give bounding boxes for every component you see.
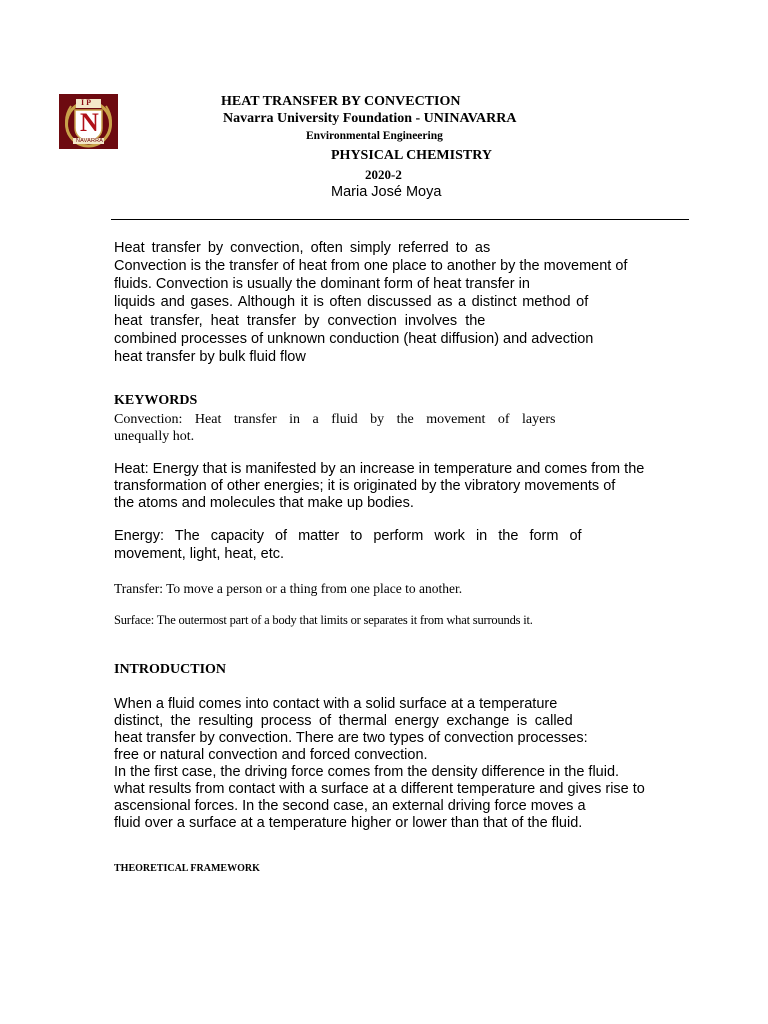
program-name: Environmental Engineering bbox=[306, 130, 443, 142]
logo-top-mark: I P bbox=[81, 98, 91, 107]
university-name: Navarra University Foundation - UNINAVARRA bbox=[223, 111, 517, 126]
keyword-line: the atoms and molecules that make up bodies. bbox=[114, 495, 414, 511]
keyword-surface: Surface: The outermost part of a body that limits or separates it from what surrounds it. bbox=[114, 613, 533, 627]
intro-line: heat transfer by convection. There are two types of convection processes: bbox=[114, 730, 588, 746]
theoretical-framework-heading: THEORETICAL FRAMEWORK bbox=[114, 863, 260, 874]
introduction-heading: INTRODUCTION bbox=[114, 662, 227, 677]
header-divider bbox=[111, 219, 689, 220]
keyword-line: Heat: Energy that is manifested by an increase in temperature and comes from the bbox=[114, 461, 645, 477]
abstract-line: heat transfer by bulk fluid flow bbox=[114, 349, 306, 365]
intro-line: free or natural convection and forced convection. bbox=[114, 747, 428, 763]
keyword-line: transformation of other energies; it is originated by the vibratory movements of bbox=[114, 478, 616, 494]
intro-line: distinct, the resulting process of thermal energy exchange is called bbox=[114, 713, 573, 729]
abstract-line: combined processes of unknown conduction (heat diffusion) and advection bbox=[114, 331, 594, 347]
abstract-line: fluids. Convection is usually the dominant form of heat transfer in bbox=[114, 276, 530, 292]
abstract-line: heat transfer, heat transfer by convection involves the bbox=[114, 313, 486, 329]
keyword-line: unequally hot. bbox=[114, 429, 195, 444]
keyword-line: Energy: The capacity of matter to perform work in the form of bbox=[114, 528, 582, 544]
keyword-line: Convection: Heat transfer in a fluid by the movement of layers bbox=[114, 412, 556, 427]
intro-line: what results from contact with a surface at a different temperature and gives rise to bbox=[114, 781, 645, 797]
intro-line: In the first case, the driving force comes from the density difference in the fluid. bbox=[114, 764, 620, 780]
intro-line: When a fluid comes into contact with a solid surface at a temperature bbox=[114, 696, 558, 712]
keyword-transfer: Transfer: To move a person or a thing from one place to another. bbox=[114, 581, 463, 596]
document-title: HEAT TRANSFER BY CONVECTION bbox=[221, 94, 461, 109]
intro-line: fluid over a surface at a temperature higher or lower than that of the fluid. bbox=[114, 815, 583, 831]
keyword-line: movement, light, heat, etc. bbox=[114, 546, 285, 562]
keywords-heading: KEYWORDS bbox=[114, 393, 198, 408]
academic-period: 2020-2 bbox=[365, 167, 402, 182]
logo-caption: NAVARRA bbox=[76, 138, 104, 144]
abstract-line: Convection is the transfer of heat from one place to another by the movement of bbox=[114, 258, 628, 274]
logo-monogram: N bbox=[80, 108, 99, 137]
author-name: Maria José Moya bbox=[331, 184, 442, 200]
course-name: PHYSICAL CHEMISTRY bbox=[331, 148, 492, 163]
abstract-line: liquids and gases. Although it is often discussed as a distinct method of bbox=[114, 294, 589, 310]
intro-line: ascensional forces. In the second case, an external driving force moves a bbox=[114, 798, 586, 814]
university-logo bbox=[59, 94, 118, 149]
abstract-line: Heat transfer by convection, often simply referred to as bbox=[114, 240, 491, 256]
